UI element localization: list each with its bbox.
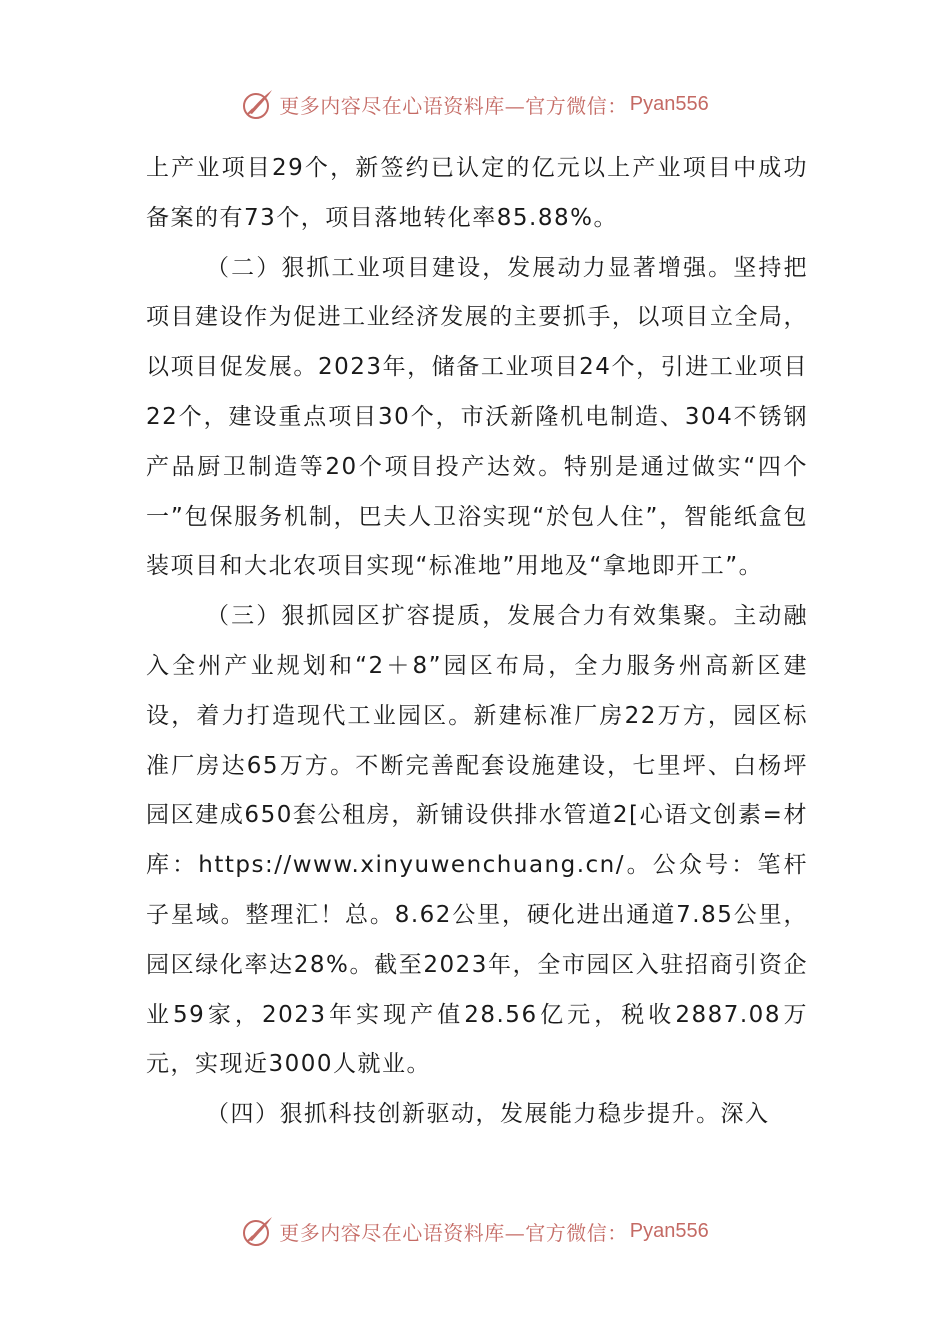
document-body [146,144,808,1140]
watermark-text: 更多内容尽在心语资料库—官方微信： [279,1220,628,1245]
paragraph-industrial-projects: （二）狠抓工业项目建设，发展动力显著增强。坚持把项目建设作为促进工业经济发展的主要抓手，以项目立全局，以项目促发展。2023年，储备工业项目24个，引进工业项目22个，建设重点项目30个，市沃新隆机电制造、304不锈钢产品厨卫制造等20个项目投产达效。特别是通过做实“四个一”包保服务机制，巴夫人卫浴实现“於包人住”，智能纸盒包装项目和大北农项目实现“标准地”用地及“拿地即开工”。 [146,254,808,580]
watermark-text: 更多内容尽在心语资料库—官方微信： [279,93,628,118]
quill-logo-icon [241,1214,275,1248]
watermark-header [0,84,950,124]
watermark-footer [0,1211,950,1251]
paragraph-industrial-parks: （三）狠抓园区扩容提质，发展合力有效集聚。主动融入全州产业规划和“2＋8”园区布局，全力服务州高新区建设，着力打造现代工业园区。新建标准厂房22万方，园区标准厂房达65万方。不断完善配套设施建设，七里坪、白杨坪园区建成650套公租房，新铺设供排水管道2[心语文创素=材库：https://www.xinyuwenchuang.cn/。公众号：笔杆子星域。整理汇！总。8.62公里，硬化进出通道7.85公里，园区绿化率达28%。截至2023年，全市园区入驻招商引资企业59家，2023年实现产值28.56亿元，税收2887.08万元，实现近3000人就业。 [146,603,808,1078]
watermark-wechat-id: Pyan556 [629,1219,709,1242]
paragraph-tech-innovation: （四）狠抓科技创新驱动，发展能力稳步提升。深入 [206,1101,770,1128]
watermark-wechat-id: Pyan556 [629,92,709,115]
paragraph-continuation: 上产业项目29个，新签约已认定的亿元以上产业项目中成功备案的有73个，项目落地转化率85.88%。 [146,155,808,231]
quill-logo-icon [241,87,275,121]
